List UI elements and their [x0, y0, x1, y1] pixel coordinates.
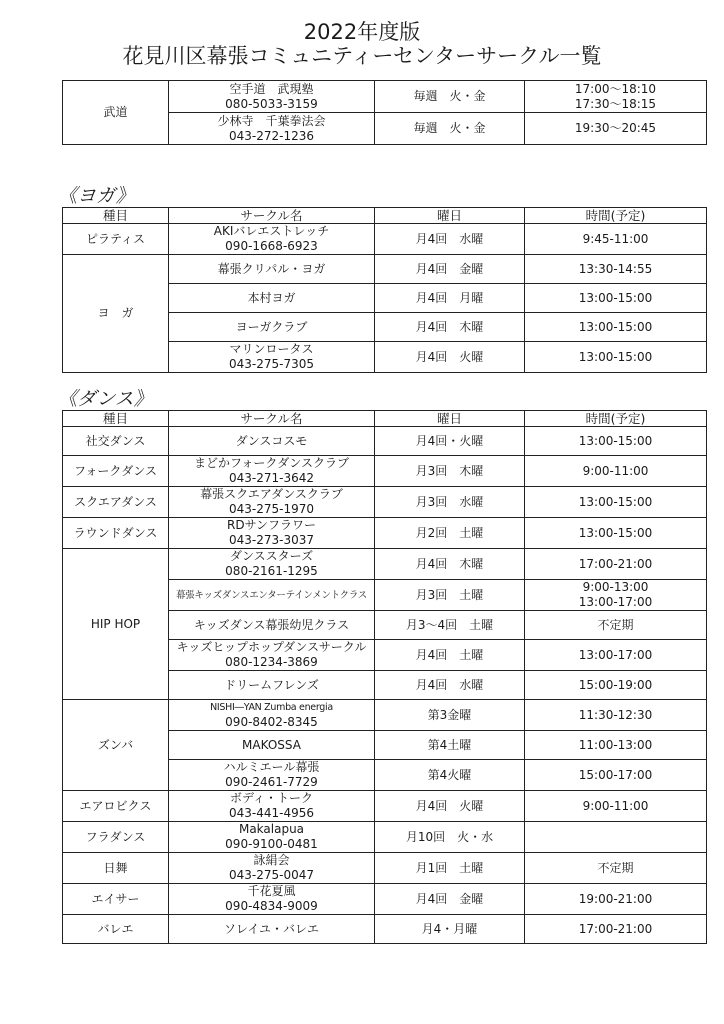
circle-name-cell [169, 255, 375, 284]
circle-phone: 090-1668-6923 [225, 239, 318, 253]
circle-phone: 043-271-3642 [228, 471, 314, 485]
time-cell [525, 671, 707, 700]
circle-name-cell [169, 671, 375, 700]
circle-name-cell [169, 580, 375, 611]
time-cell [525, 731, 707, 760]
yoga-table [62, 207, 707, 373]
days-cell: 毎週 火・金 [375, 113, 525, 145]
circle-name: ダンススターズ [229, 549, 314, 563]
circle-name: 空手道 武現塾 [229, 81, 314, 96]
circle-name-cell [169, 456, 375, 487]
time-text: 17:00～18:10 [574, 81, 657, 96]
time-text: 13:00-15:00 [578, 494, 653, 509]
circle-name-cell [169, 731, 375, 760]
time-cell [525, 640, 707, 671]
time-cell [525, 313, 707, 342]
table-row [63, 456, 707, 487]
category-cell: 日舞 [63, 853, 169, 884]
time-cell [525, 760, 707, 791]
circle-name: キッズヒップホップダンスサークル [176, 640, 367, 654]
column-header: 時間(予定) [525, 208, 707, 224]
header-row [63, 208, 707, 224]
days-cell: 月3回 水曜 [375, 487, 525, 518]
time-text: 9:00-11:00 [582, 463, 649, 478]
column-header: 曜日 [375, 208, 525, 224]
time-text: 不定期 [597, 617, 634, 632]
days-cell: 第4土曜 [375, 731, 525, 760]
column-header: サークル名 [169, 208, 375, 224]
days-cell: 月4回・火曜 [375, 427, 525, 456]
circle-name: Makalapua [238, 822, 305, 836]
circle-name-cell [169, 284, 375, 313]
time-text: 13:00-15:00 [578, 525, 653, 540]
time-cell [525, 822, 707, 853]
circle-phone: 043-275-1970 [228, 502, 314, 516]
section-title-dance: 《ダンス》 [58, 388, 153, 410]
category-cell: HIP HOP [63, 549, 169, 700]
circle-name-cell [169, 853, 375, 884]
column-header: サークル名 [169, 411, 375, 427]
table-row [63, 81, 707, 113]
circle-phone: 090-8402-8345 [225, 715, 318, 729]
days-cell: 月4回 土曜 [375, 640, 525, 671]
days-cell: 月3～4回 土曜 [375, 611, 525, 640]
circle-phone: 043-273-3037 [228, 533, 314, 547]
time-cell [525, 700, 707, 731]
circle-phone: 043-441-4956 [228, 806, 314, 820]
circle-name-cell [169, 640, 375, 671]
time-cell [525, 853, 707, 884]
circle-name: ダンスコスモ [235, 433, 308, 448]
days-cell: 月4回 金曜 [375, 255, 525, 284]
document-title: 花見川区幕張コミュニティーセンターサークル一覧 [122, 44, 602, 68]
time-text: 9:45-11:00 [582, 231, 649, 246]
circle-name-cell [169, 760, 375, 791]
time-cell [525, 580, 707, 611]
table-row [63, 822, 707, 853]
time-text: 17:30～18:15 [574, 96, 657, 111]
category-cell: フォークダンス [63, 456, 169, 487]
time-text: 17:00-21:00 [578, 556, 653, 571]
time-text: 17:00-21:00 [578, 921, 653, 936]
time-text: 11:30-12:30 [578, 707, 653, 722]
time-cell [525, 81, 707, 113]
time-cell [525, 224, 707, 255]
document-year: 2022年度版 [303, 20, 421, 44]
table-row [63, 915, 707, 944]
time-text: 13:00-15:00 [578, 433, 653, 448]
circle-name-cell [169, 915, 375, 944]
category-cell: ピラティス [63, 224, 169, 255]
time-text: 15:00-19:00 [578, 677, 653, 692]
table-row [63, 224, 707, 255]
time-text: 19:00-21:00 [578, 891, 653, 906]
dance-table [62, 410, 707, 944]
circle-name-cell [169, 427, 375, 456]
circle-phone: 043-272-1236 [228, 128, 314, 143]
circle-name-cell [169, 700, 375, 731]
days-cell: 月4回 金曜 [375, 884, 525, 915]
category-cell: フラダンス [63, 822, 169, 853]
circle-name-cell [169, 342, 375, 373]
time-cell [525, 255, 707, 284]
circle-name-cell [169, 113, 375, 145]
time-cell [525, 915, 707, 944]
time-cell [525, 456, 707, 487]
days-cell: 月4回 木曜 [375, 313, 525, 342]
time-text: 13:00-17:00 [578, 647, 653, 662]
circle-name-cell [169, 313, 375, 342]
circle-name-cell [169, 224, 375, 255]
circle-phone: 080-1234-3869 [225, 655, 318, 669]
table-row [63, 518, 707, 549]
circle-name-cell [169, 611, 375, 640]
circle-name: 詠絹会 [253, 853, 290, 867]
category-cell: スクエアダンス [63, 487, 169, 518]
circle-name: キッズダンス幕張幼児クラス [193, 617, 350, 632]
category-cell: ヨ ガ [63, 255, 169, 373]
time-cell [525, 549, 707, 580]
time-text: 15:00-17:00 [578, 767, 653, 782]
circle-name: MAKOSSA [242, 737, 301, 752]
days-cell: 第3金曜 [375, 700, 525, 731]
circle-name: 幕張クリパル・ヨガ [217, 261, 326, 276]
circle-name-cell [169, 822, 375, 853]
circle-name: ハルミエール幕張 [223, 760, 320, 774]
days-cell: 月2回 土曜 [375, 518, 525, 549]
circle-name-cell [169, 884, 375, 915]
time-text: 不定期 [597, 860, 634, 875]
table-row [63, 700, 707, 731]
category-cell: ラウンドダンス [63, 518, 169, 549]
category-cell: 社交ダンス [63, 427, 169, 456]
time-cell [525, 791, 707, 822]
days-cell: 月4回 水曜 [375, 224, 525, 255]
days-cell: 月4回 水曜 [375, 671, 525, 700]
category-cell: バレエ [63, 915, 169, 944]
column-header: 種目 [63, 411, 169, 427]
circle-phone: 043-275-0047 [228, 868, 314, 882]
time-cell [525, 611, 707, 640]
circle-name: ヨーガクラブ [235, 319, 308, 334]
time-cell [525, 884, 707, 915]
days-cell: 月4回 木曜 [375, 549, 525, 580]
time-cell [525, 518, 707, 549]
section-title-yoga: 《ヨガ》 [58, 185, 135, 207]
category-cell: 武道 [63, 81, 169, 145]
circle-name: 少林寺 千葉拳法会 [217, 113, 326, 128]
circle-name: ボディ・トーク [229, 791, 314, 805]
circle-name: NISHI―YAN Zumba energia [210, 702, 333, 713]
days-cell: 月4回 火曜 [375, 791, 525, 822]
column-header: 曜日 [375, 411, 525, 427]
table-row [63, 853, 707, 884]
circle-name: 本村ヨガ [247, 290, 296, 305]
category-cell: エアロビクス [63, 791, 169, 822]
category-cell: エイサー [63, 884, 169, 915]
circle-name: ソレイユ・バレエ [224, 921, 319, 936]
circle-name-cell [169, 791, 375, 822]
header-row [63, 411, 707, 427]
table-row [63, 255, 707, 284]
time-cell: 19:30～20:45 [525, 113, 707, 145]
circle-name: AKIバレエストレッチ [213, 224, 330, 238]
time-text: 13:00-17:00 [578, 595, 653, 609]
circle-name: 幕張キッズダンスエンターテインメントクラス [175, 589, 368, 601]
table-row [63, 487, 707, 518]
days-cell: 第4火曜 [375, 760, 525, 791]
column-header: 種目 [63, 208, 169, 224]
table-row [63, 791, 707, 822]
circle-phone: 090-2461-7729 [225, 775, 318, 789]
time-cell [525, 284, 707, 313]
circle-phone: 080-5033-3159 [225, 96, 318, 111]
circle-name-cell [169, 549, 375, 580]
circle-name: ドリームフレンズ [224, 677, 319, 692]
circle-name-cell [169, 81, 375, 113]
circle-name: まどかフォークダンスクラブ [194, 456, 349, 470]
days-cell: 月4回 月曜 [375, 284, 525, 313]
budo-table [62, 80, 707, 145]
circle-name-cell [169, 518, 375, 549]
circle-name: 幕張スクエアダンスクラブ [200, 487, 343, 501]
time-cell [525, 487, 707, 518]
days-cell: 月1回 土曜 [375, 853, 525, 884]
days-cell: 月4・月曜 [375, 915, 525, 944]
table-row [63, 549, 707, 580]
circle-name: マリンロータス [229, 342, 314, 356]
category-cell: ズンバ [63, 700, 169, 791]
column-header: 時間(予定) [525, 411, 707, 427]
days-cell: 月3回 土曜 [375, 580, 525, 611]
time-cell [525, 342, 707, 373]
time-text: 9:00-13:00 [582, 580, 649, 594]
circle-phone: 090-9100-0481 [225, 837, 318, 851]
time-text: 13:30-14:55 [578, 261, 653, 276]
table-row [63, 884, 707, 915]
table-row [63, 427, 707, 456]
days-cell: 月4回 火曜 [375, 342, 525, 373]
circle-phone: 043-275-7305 [228, 357, 314, 371]
time-text: 9:00-11:00 [582, 798, 649, 813]
circle-name-cell [169, 487, 375, 518]
circle-name: 千花夏風 [247, 884, 296, 898]
time-cell [525, 427, 707, 456]
days-cell: 月3回 木曜 [375, 456, 525, 487]
time-text: 11:00-13:00 [578, 737, 653, 752]
days-cell: 毎週 火・金 [375, 81, 525, 113]
time-text: 13:00-15:00 [578, 349, 653, 364]
circle-name: RDサンフラワー [227, 518, 316, 532]
circle-phone: 080-2161-1295 [225, 564, 318, 578]
circle-phone: 090-4834-9009 [225, 899, 318, 913]
days-cell: 月10回 火・水 [375, 822, 525, 853]
time-text: 13:00-15:00 [578, 319, 653, 334]
time-text: 13:00-15:00 [578, 290, 653, 305]
